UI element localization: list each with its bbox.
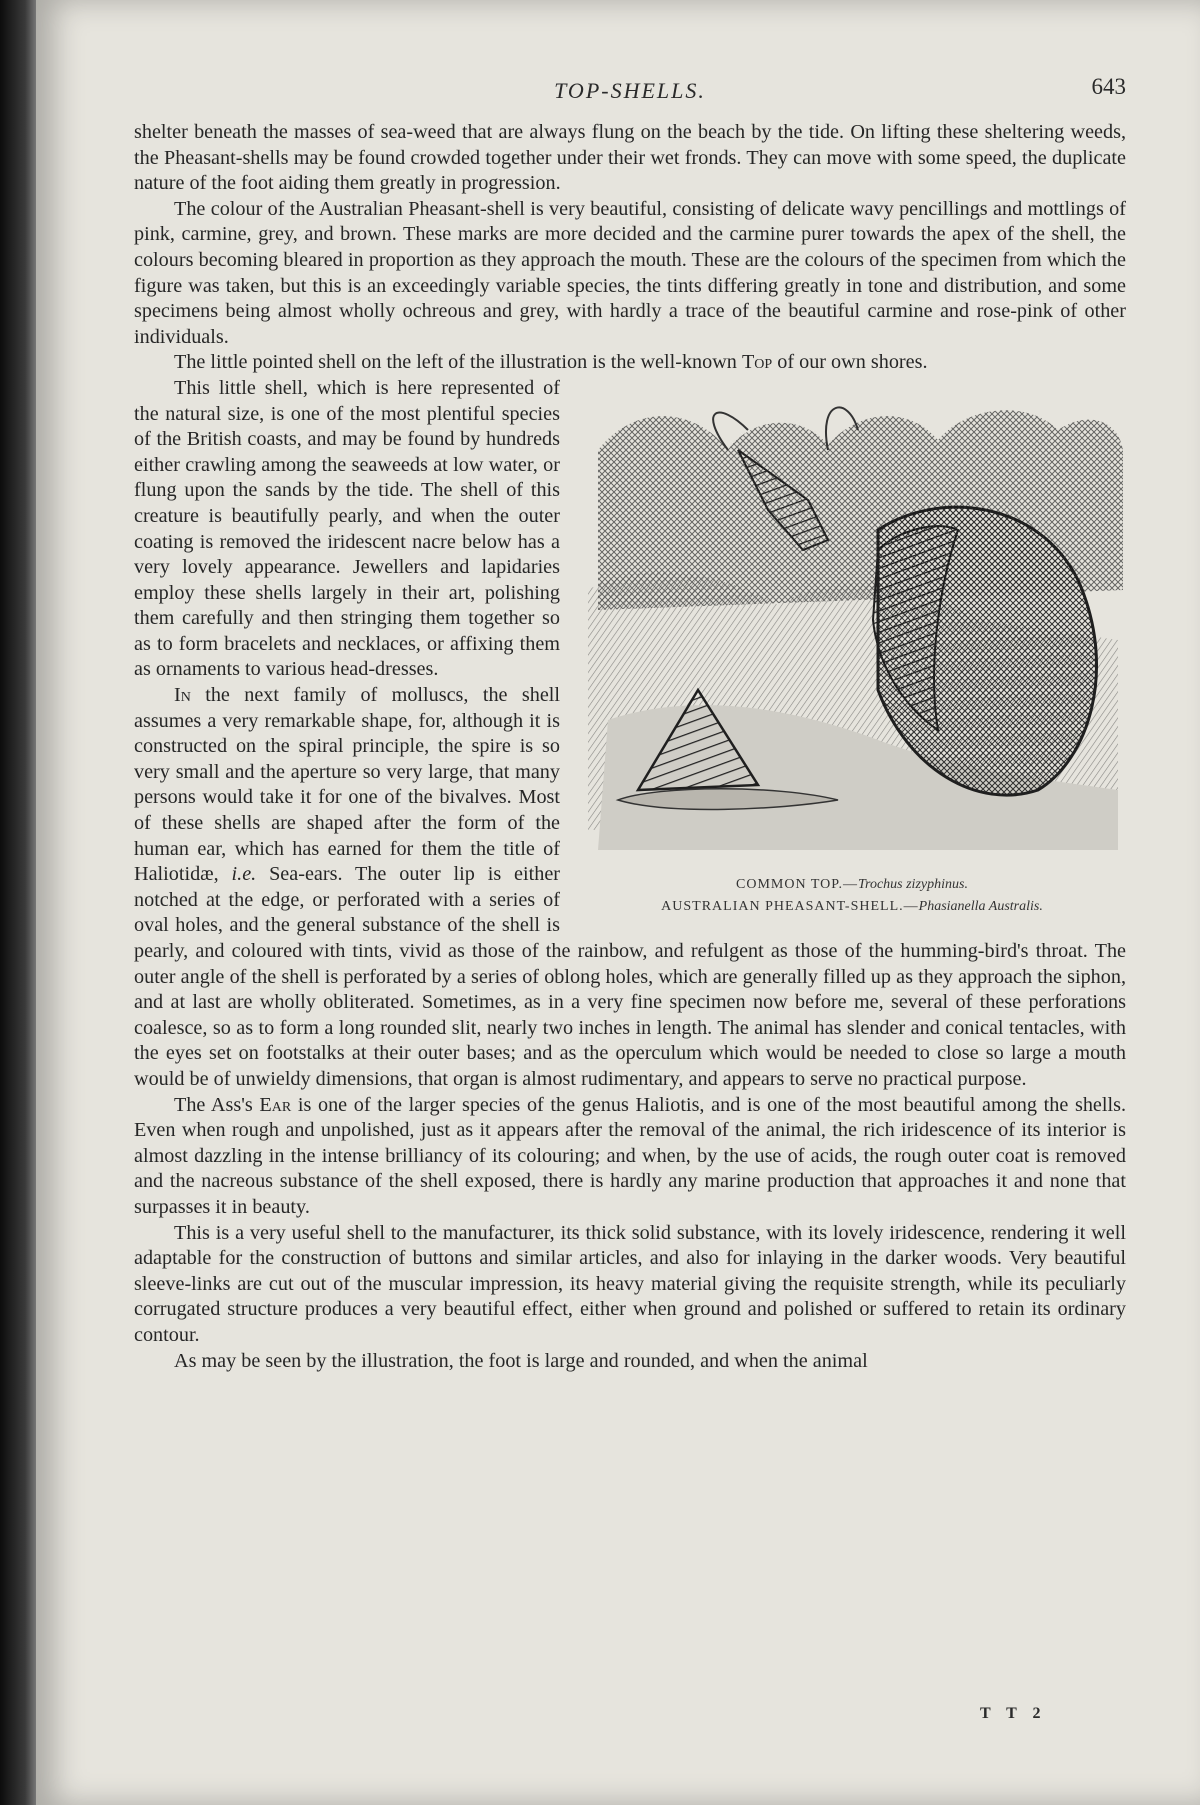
small-caps-term: Top bbox=[741, 351, 773, 374]
shell-illustration-figure bbox=[578, 390, 1126, 918]
small-caps-term: In bbox=[174, 684, 191, 707]
caption-common-name: AUSTRALIAN PHEASANT-SHELL.— bbox=[661, 898, 919, 914]
running-head bbox=[134, 74, 1126, 110]
paragraph: This is a very useful shell to the manufacturer, its thick solid substance, with its lovely iridescence, rendering it well adaptable for the construction of buttons and similar articles, and also for inlaying in the darker woods. Very beautiful sleeve-links are cut out of the muscular impression, its heavy material giving the requisite strength, while its peculiarly corrugated structure produces a very beautiful effect, either when ground and polished or suffered to retain its ordinary contour. bbox=[134, 1221, 1126, 1346]
paragraph bbox=[134, 350, 1126, 376]
caption-line bbox=[578, 896, 1126, 918]
paragraph: The colour of the Australian Pheasant-shell is very beautiful, consisting of delicate wavy pencillings and mottlings of pink, carmine, grey, and brown. These marks are more decided and the carmine purer towards the apex of the shell, the colours becoming bleared in proportion as they approach the mouth. These are the colours of the specimen from which the figure was taken, but this is an exceedingly variable species, the tints differing greatly in tone and distribution, and some specimens being almost wholly ochreous and grey, with hardly a trace of the beautiful carmine and rose-pink of other individuals. bbox=[134, 197, 1126, 348]
text-run: The Ass's bbox=[174, 1093, 253, 1116]
italic-abbrev: i.e. bbox=[231, 863, 257, 886]
paragraph: As may be seen by the illustration, the foot is large and rounded, and when the animal bbox=[174, 1349, 868, 1372]
text-run: is one of the larger species of the genus Haliotis, and is one of the most beautiful among the shells. Even when rough and unpolished, just as it appears after the removal of the animal, the rich iridescence of its interior is almost dazzling in the intense brilliancy of its colouring; and when, by the use of acids, the rough outer coat is removed and the nacreous substance of the shell exposed, there is hardly any marine production that approaches it and none that surpasses it in beauty. bbox=[134, 1093, 1127, 1218]
book-spine-shadow bbox=[0, 0, 36, 1805]
caption-line bbox=[578, 874, 1126, 896]
caption-common-name: COMMON TOP.— bbox=[736, 876, 858, 892]
printer-signature-mark: T T 2 bbox=[980, 1705, 1047, 1722]
small-caps-term: Ear bbox=[259, 1093, 292, 1116]
page-number: 643 bbox=[1091, 74, 1126, 99]
shell-engraving-image bbox=[578, 390, 1126, 860]
paragraph: shelter beneath the masses of sea-weed that are always flung on the beach by the tide. On lifting these sheltering weeds, the Pheasant-shells may be found crowded together under their wet fronds. They can move with some speed, the duplicate nature of the foot aiding them greatly in progression. bbox=[134, 121, 1126, 195]
body-text bbox=[134, 120, 1126, 1374]
caption-latin-name: Phasianella Australis. bbox=[918, 898, 1043, 914]
text-run: of our own shores. bbox=[777, 351, 928, 374]
paragraph bbox=[134, 1093, 1126, 1221]
text-run: The little pointed shell on the left of the illustration is the well-known bbox=[174, 351, 737, 374]
caption-latin-name: Trochus zizyphinus. bbox=[858, 876, 968, 892]
text-run: the next family of molluscs, the shell assumes a very remarkable shape, for, although it is constructed on the spiral principle, the spire is so very small and the aperture so very large, that many persons would take it for one of the bivalves. Most of these shells are shaped after the form of the human ear, which has earned for them the title of Haliotidæ, bbox=[134, 684, 560, 886]
running-title: TOP-SHELLS. bbox=[554, 78, 706, 103]
text-run: Sea-ears. The outer lip is either notched at the edge, or perforated with a series of oval holes, and the general substance of the shell is pearly, and coloured with tints, vivid as those of the rainbow, and refulgent as those of the humming-bird's throat. The outer angle of the shell is perforated by a series of oblong holes, which are generally filled up as they approach the siphon, and at last are wholly obliterated. Sometimes, as in a very fine specimen now before me, several of these perforations coalesce, so as to form a long rounded slit, nearly two inches in length. The animal has slender and conical tentacles, with the eyes set on footstalks at their outer bases; and as the operculum which would be needed to close so large a mouth would be of unwieldy dimensions, that organ is almost rudimentary, and appears to serve no practical purpose. bbox=[134, 863, 1126, 1090]
figure-caption bbox=[578, 874, 1126, 918]
paragraph: This little shell, which is here represented of the natural size, is one of the most plentiful species of the British coasts, and may be found by hundreds either crawling among the seaweeds at low water, or flung upon the sands by the tide. The shell of this creature is beautifully pearly, and when the outer coating is removed the iridescent nacre below has a very lovely appearance. Jewellers and lapidaries employ these shells largely in their art, polishing them carefully and then stringing them together so as to form bracelets and necklaces, or affixing them as ornaments to various head-dresses. bbox=[134, 376, 560, 681]
